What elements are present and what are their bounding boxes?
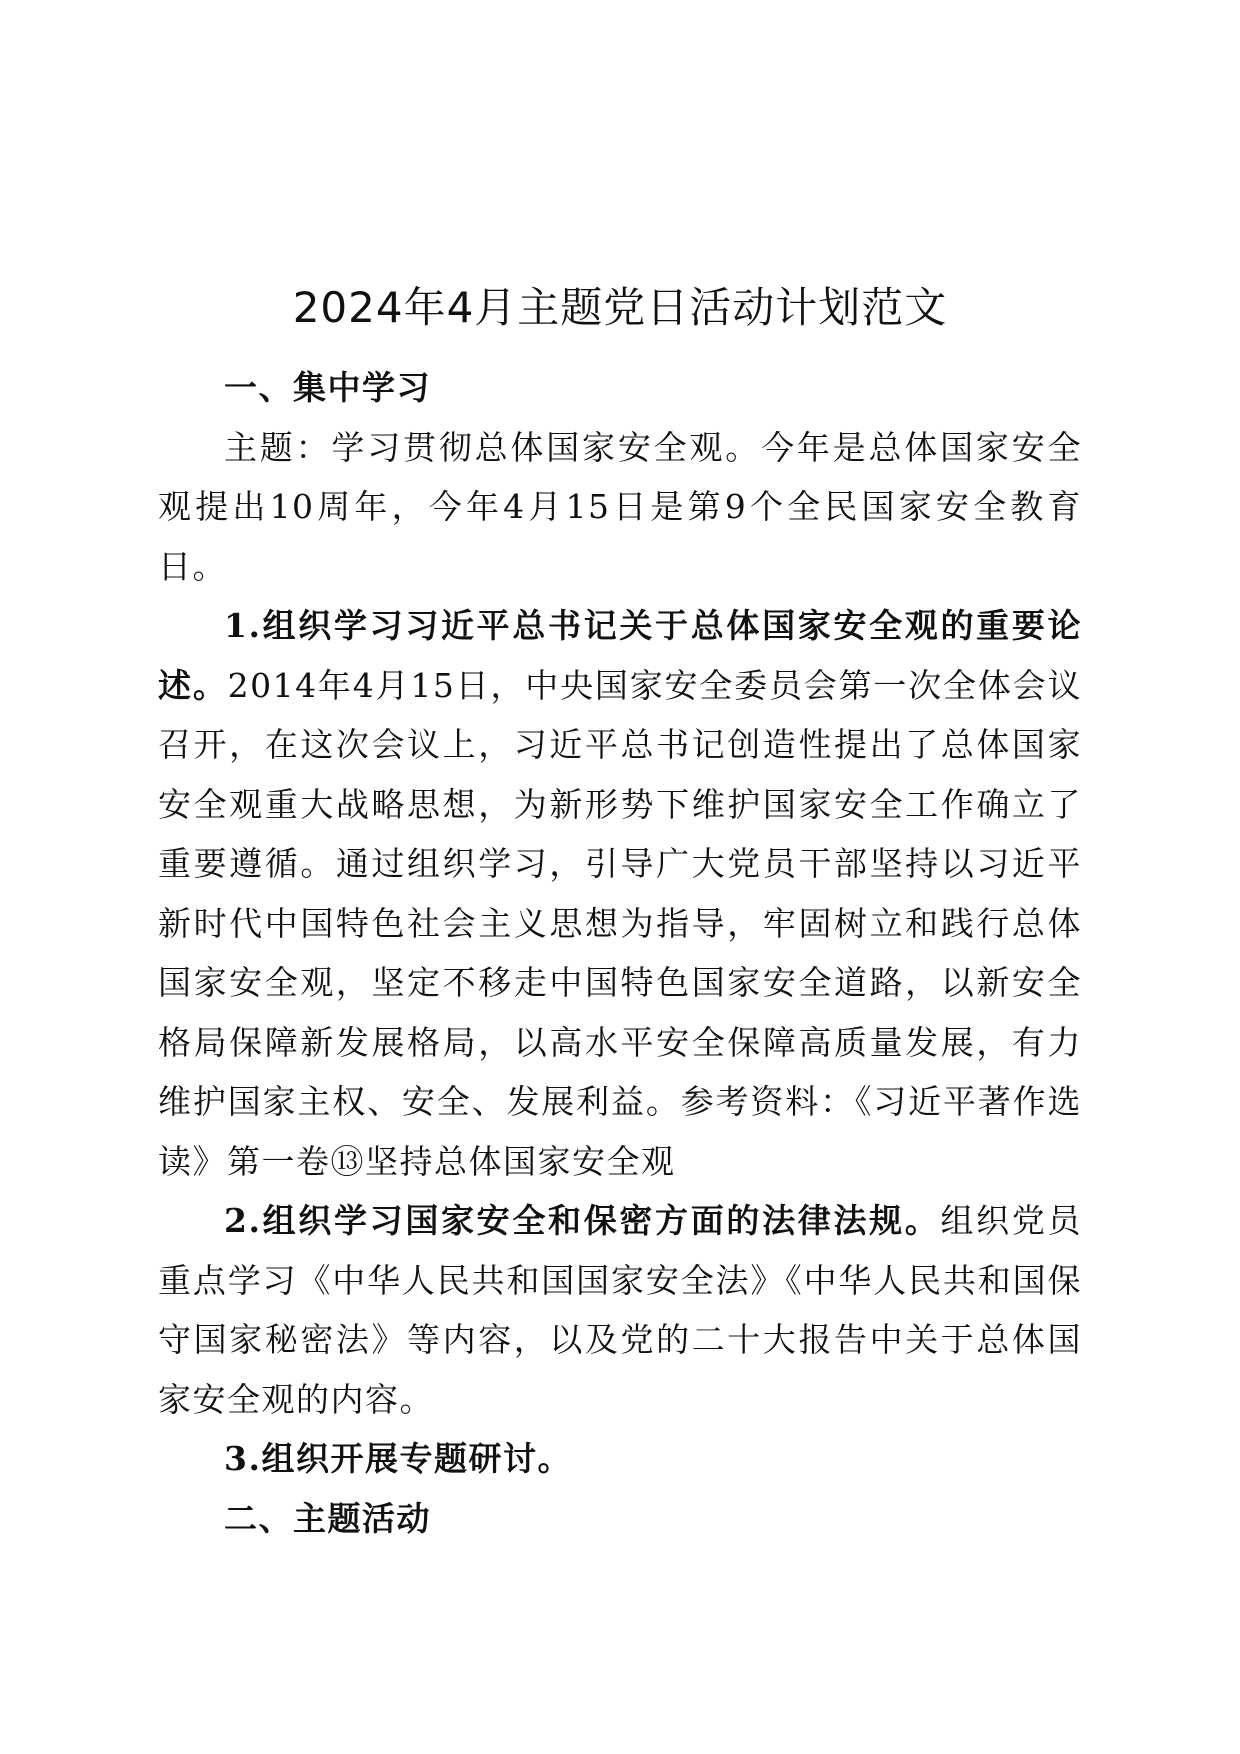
item-2-text: 组织党员重点学习《中华人民共和国国家安全法》《中华人民共和国保守国家秘密法》等内容，以及党的二十大报告中关于总体国家安全观的内容。	[158, 1201, 1083, 1419]
item-2-label: 2.组织学习国家安全和保密方面的法律法规。	[224, 1201, 941, 1240]
item-1-label: 1.组织学习习近平总书记关于总体国家安全观的重要论述。	[158, 606, 1082, 705]
item-3-paragraph: 3.组织开展专题研讨。	[224, 1439, 572, 1478]
document-body	[158, 358, 1082, 1548]
item-2-paragraph	[158, 1191, 1082, 1429]
item-1-text: 2014年4月15日，中央国家安全委员会第一次全体会议召开，在这次会议上，习近平总书记创造性提出了总体国家安全观重大战略思想，为新形势下维护国家安全工作确立了重要遵循。通过组织学习，引导广大党员干部坚持以习近平新时代中国特色社会主义思想为指导，牢固树立和践行总体国家安全观，坚定不移走中国特色国家安全道路，以新安全格局保障新发展格局，以高水平安全保障高质量发展，有力维护国家主权、安全、发展利益。参考资料：《习近平著作选读》第一卷⑬坚持总体国家安全观	[158, 665, 1082, 1181]
item-1-paragraph	[158, 596, 1082, 1191]
section-heading-2: 二、主题活动	[224, 1498, 431, 1538]
section-heading-1: 一、集中学习	[224, 368, 431, 407]
document-title: 2024年4月主题党日活动计划范文	[292, 283, 948, 332]
theme-paragraph: 主题：学习贯彻总体国家安全观。今年是总体国家安全观提出10周年，今年4月15日是第9个全民国家安全教育日。	[158, 427, 1082, 586]
